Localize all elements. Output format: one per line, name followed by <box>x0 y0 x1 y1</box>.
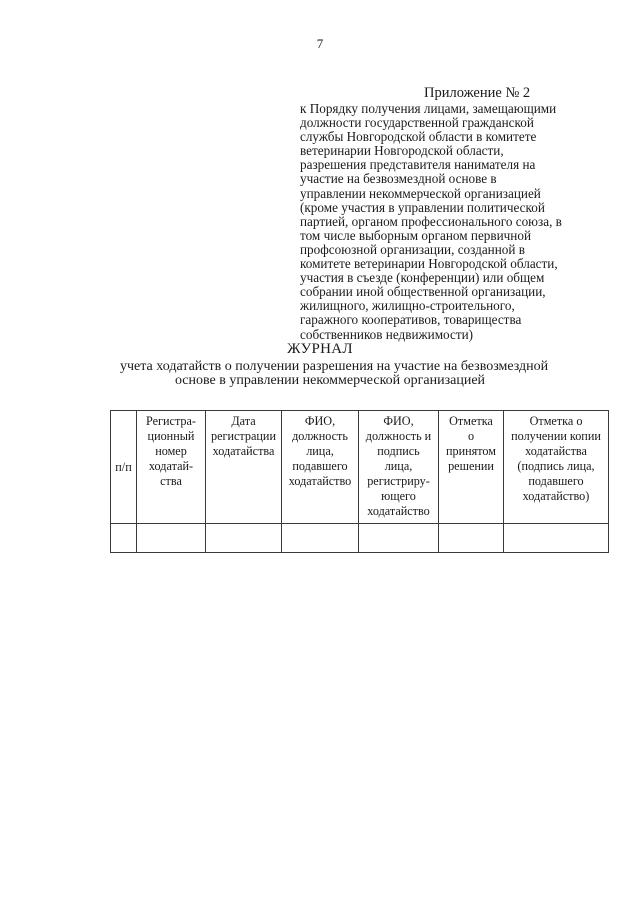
table-row <box>111 524 609 553</box>
appendix-line: гаражного кооперативов, товарищества <box>300 312 522 328</box>
column-header-registration-number: Регистра- ционный номер ходатай- ства <box>137 411 206 524</box>
table-cell <box>504 524 609 553</box>
table-cell <box>137 524 206 553</box>
appendix-body <box>300 102 618 342</box>
journal-title: ЖУРНАЛ <box>287 341 353 357</box>
appendix-line: профсоюзной организации, созданной в <box>300 241 525 257</box>
table-cell <box>206 524 282 553</box>
appendix-line: участие на безвозмездной основе в <box>300 171 497 187</box>
table-cell <box>359 524 439 553</box>
table-cell <box>282 524 359 553</box>
appendix-line: комитете ветеринарии Новгородской области, <box>300 256 558 272</box>
journal-table <box>110 410 609 553</box>
appendix-line: партией, органом профессионального союза, в <box>300 213 562 229</box>
appendix-line: (кроме участия в управлении политической <box>300 199 545 215</box>
table-header-row <box>111 411 609 524</box>
journal-subtitle <box>120 359 549 388</box>
table-cell <box>111 524 137 553</box>
column-header-registration-date: Дата регистрации ходатайства <box>206 411 282 524</box>
journal-subtitle-line: учета ходатайств о получении разрешения на участие на безвозмездной <box>120 359 549 374</box>
appendix-line: собрании иной общественной организации, <box>300 284 546 300</box>
table-cell <box>439 524 504 553</box>
column-header-applicant: ФИО, должность лица, подавшего ходатайство <box>282 411 359 524</box>
appendix-line: разрешения представителя нанимателя на <box>300 157 536 173</box>
appendix-line: службы Новгородской области в комитете <box>300 129 537 145</box>
appendix-line: должности государственной гражданской <box>300 115 534 131</box>
appendix-line: управлении некоммерческой организацией <box>300 185 541 201</box>
column-header-registrar: ФИО, должность и подпись лица, регистриру- ющего ходатайство <box>359 411 439 524</box>
column-header-copy-received: Отметка о получении копии ходатайства (подпись лица, подавшего ходатайство) <box>504 411 609 524</box>
column-header-decision: Отметка о принятом решении <box>439 411 504 524</box>
appendix-title: Приложение № 2 <box>424 85 531 101</box>
appendix-line: том числе выборным органом первичной <box>300 227 532 243</box>
journal-subtitle-line: основе в управлении некоммерческой организацией <box>174 373 486 388</box>
appendix-line: ветеринарии Новгородской области, <box>300 143 504 159</box>
column-header-number: п/п <box>111 411 137 524</box>
appendix-line: к Порядку получения лицами, замещающими <box>300 101 557 116</box>
appendix-line: участия в съезде (конференции) или общем <box>300 270 545 286</box>
appendix-line: собственников недвижимости) <box>300 326 474 342</box>
appendix-line: жилищного, жилищно-строительного, <box>300 298 515 314</box>
page-number: 7 <box>316 36 324 51</box>
